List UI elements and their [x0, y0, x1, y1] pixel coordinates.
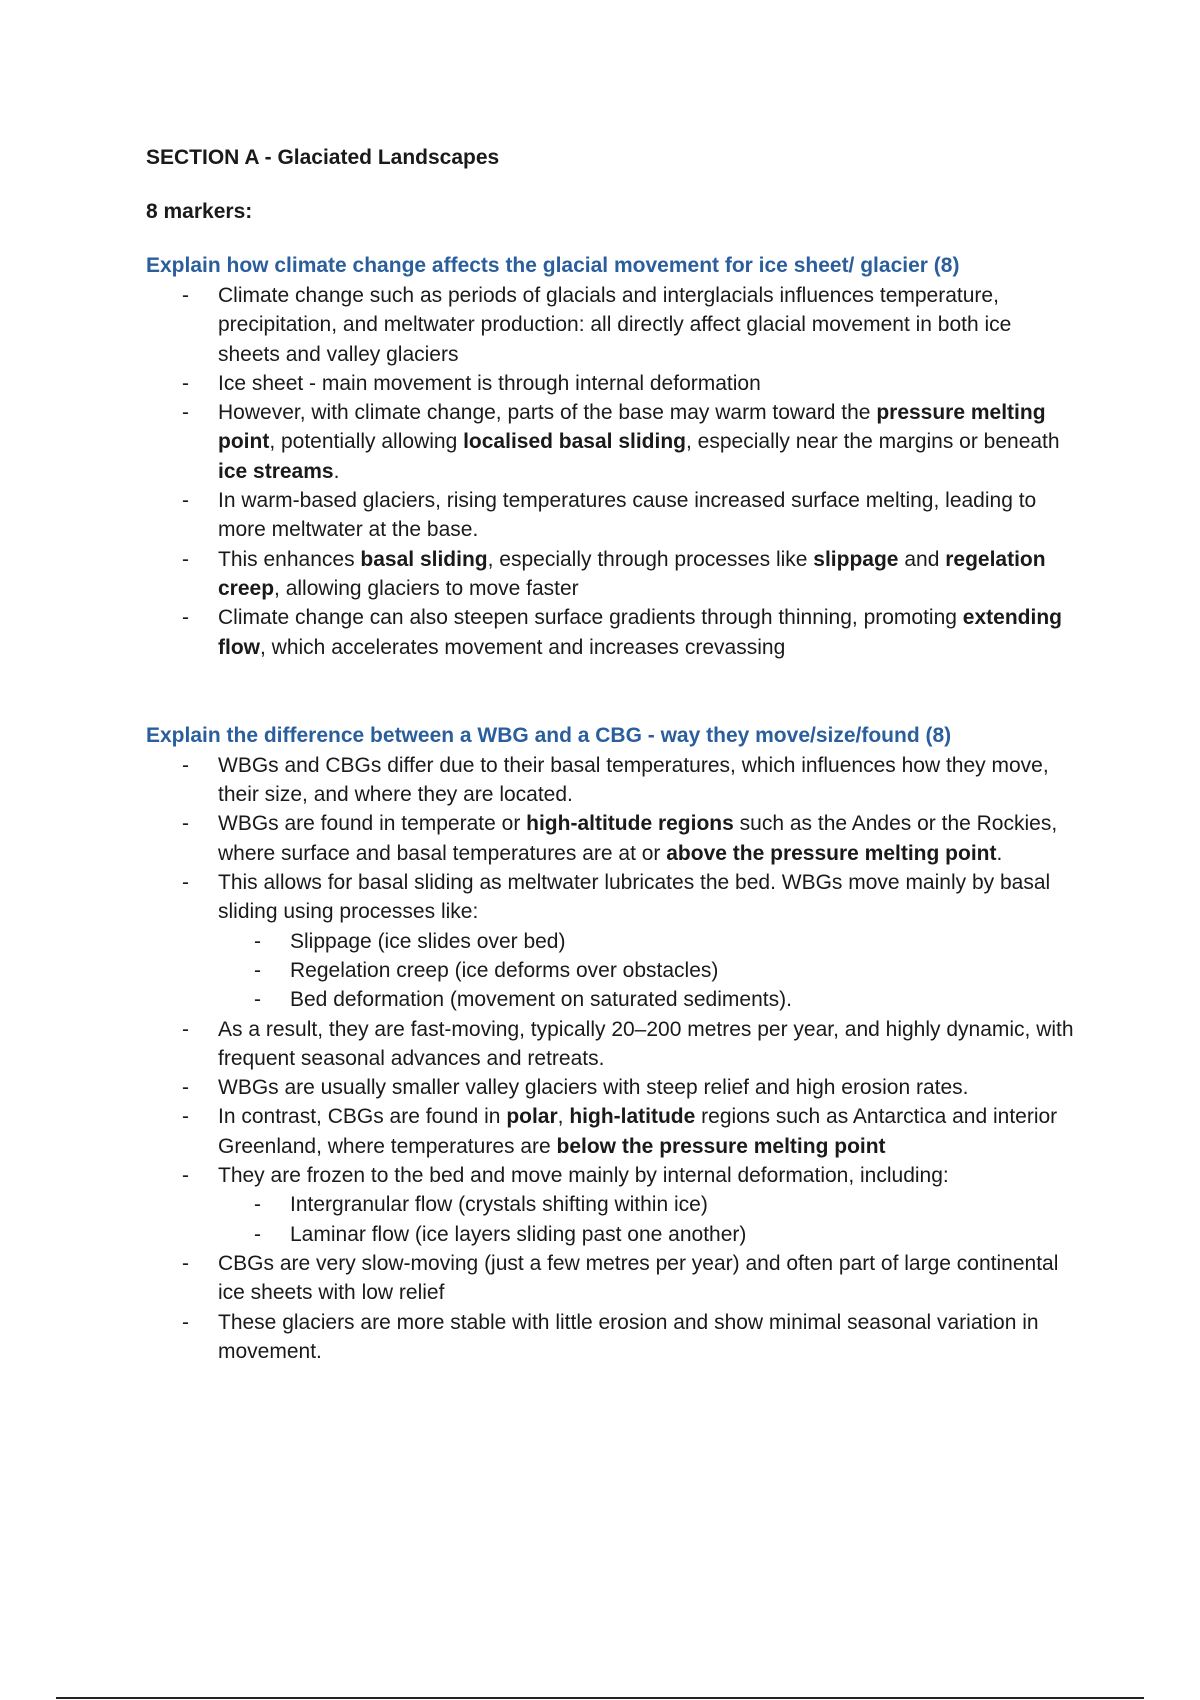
q2-bullet-6: - In contrast, CBGs are found in polar, high-latitude regions such as Antarctica and interior Greenland, where temperatures are below the pressure melting point — [146, 1102, 1076, 1161]
q2-bullet-list-2 — [146, 1102, 1076, 1366]
q1-bullet-2: - Ice sheet - main movement is through internal deformation — [146, 369, 1076, 398]
q2-bullet-3: - This allows for basal sliding as meltwater lubricates the bed. WBGs move mainly by basal sliding using processes like: - Slippage (ice slides over bed) - Regelation creep (ice deforms over obstacles) - Bed deformation (movement on saturated sediments). — [146, 868, 1076, 1014]
q2-bullet-5: - WBGs are usually smaller valley glaciers with steep relief and high erosion rates. — [146, 1073, 1076, 1102]
q1-bullet-5: - This enhances basal sliding, especially through processes like slippage and regelation creep, allowing glaciers to move faster — [146, 545, 1076, 604]
wbg-process-list — [218, 927, 1076, 1015]
bottom-divider — [56, 1697, 1144, 1699]
section-title: SECTION A - Glaciated Landscapes — [146, 146, 500, 169]
cbg-process-item: - Intergranular flow (crystals shifting within ice) — [218, 1190, 1076, 1219]
q2-bullet-4: - As a result, they are fast-moving, typically 20–200 metres per year, and highly dynamic, with frequent seasonal advances and retreats. — [146, 1015, 1076, 1074]
cbg-process-list — [218, 1190, 1076, 1249]
q2-bullet-1: - WBGs and CBGs differ due to their basal temperatures, which influences how they move, their size, and where they are located. — [146, 751, 1076, 810]
wbg-process-item: - Regelation creep (ice deforms over obstacles) — [218, 956, 1076, 985]
wbg-process-item: - Bed deformation (movement on saturated sediments). — [218, 985, 1076, 1014]
wbg-process-item: - Slippage (ice slides over bed) — [218, 927, 1076, 956]
question-1-title: Explain how climate change affects the glacial movement for ice sheet/ glacier (8) — [146, 254, 960, 277]
q1-bullet-list — [146, 281, 1076, 369]
question-2-title: Explain the difference between a WBG and a CBG - way they move/size/found (8) — [146, 723, 952, 747]
q2-bullet-2: - WBGs are found in temperate or high-altitude regions such as the Andes or the Rockies, where surface and basal temperatures are at or above the pressure melting point. — [146, 809, 1076, 868]
q2-bullet-9: - These glaciers are more stable with little erosion and show minimal seasonal variation in movement. — [146, 1308, 1076, 1367]
q2-bullet-list — [146, 751, 1076, 1103]
q1-bullet-3: - However, with climate change, parts of the base may warm toward the pressure melting point, potentially allowing localised basal sliding, especially near the margins or beneath ice streams. — [146, 398, 1076, 486]
q1-bullet-list-2 — [146, 369, 1076, 662]
q1-bullet-1: - Climate change such as periods of glacials and interglacials influences temperature, precipitation, and meltwater production: all directly affect glacial movement in both ice sheets and valley glaciers — [146, 281, 1076, 369]
markers-label: 8 markers: — [146, 200, 253, 223]
q2-bullet-7: - They are frozen to the bed and move mainly by internal deformation, including: - Intergranular flow (crystals shifting within ice) - Laminar flow (ice layers sliding past one another) — [146, 1161, 1076, 1249]
cbg-process-item: - Laminar flow (ice layers sliding past one another) — [218, 1220, 1076, 1249]
q1-bullet-4: - In warm-based glaciers, rising temperatures cause increased surface melting, leading to more meltwater at the base. — [146, 486, 1076, 545]
q2-bullet-8: - CBGs are very slow-moving (just a few metres per year) and often part of large continental ice sheets with low relief — [146, 1249, 1076, 1308]
document-content — [146, 143, 1076, 1366]
q1-bullet-6: - Climate change can also steepen surface gradients through thinning, promoting extending flow, which accelerates movement and increases crevassing — [146, 603, 1076, 662]
